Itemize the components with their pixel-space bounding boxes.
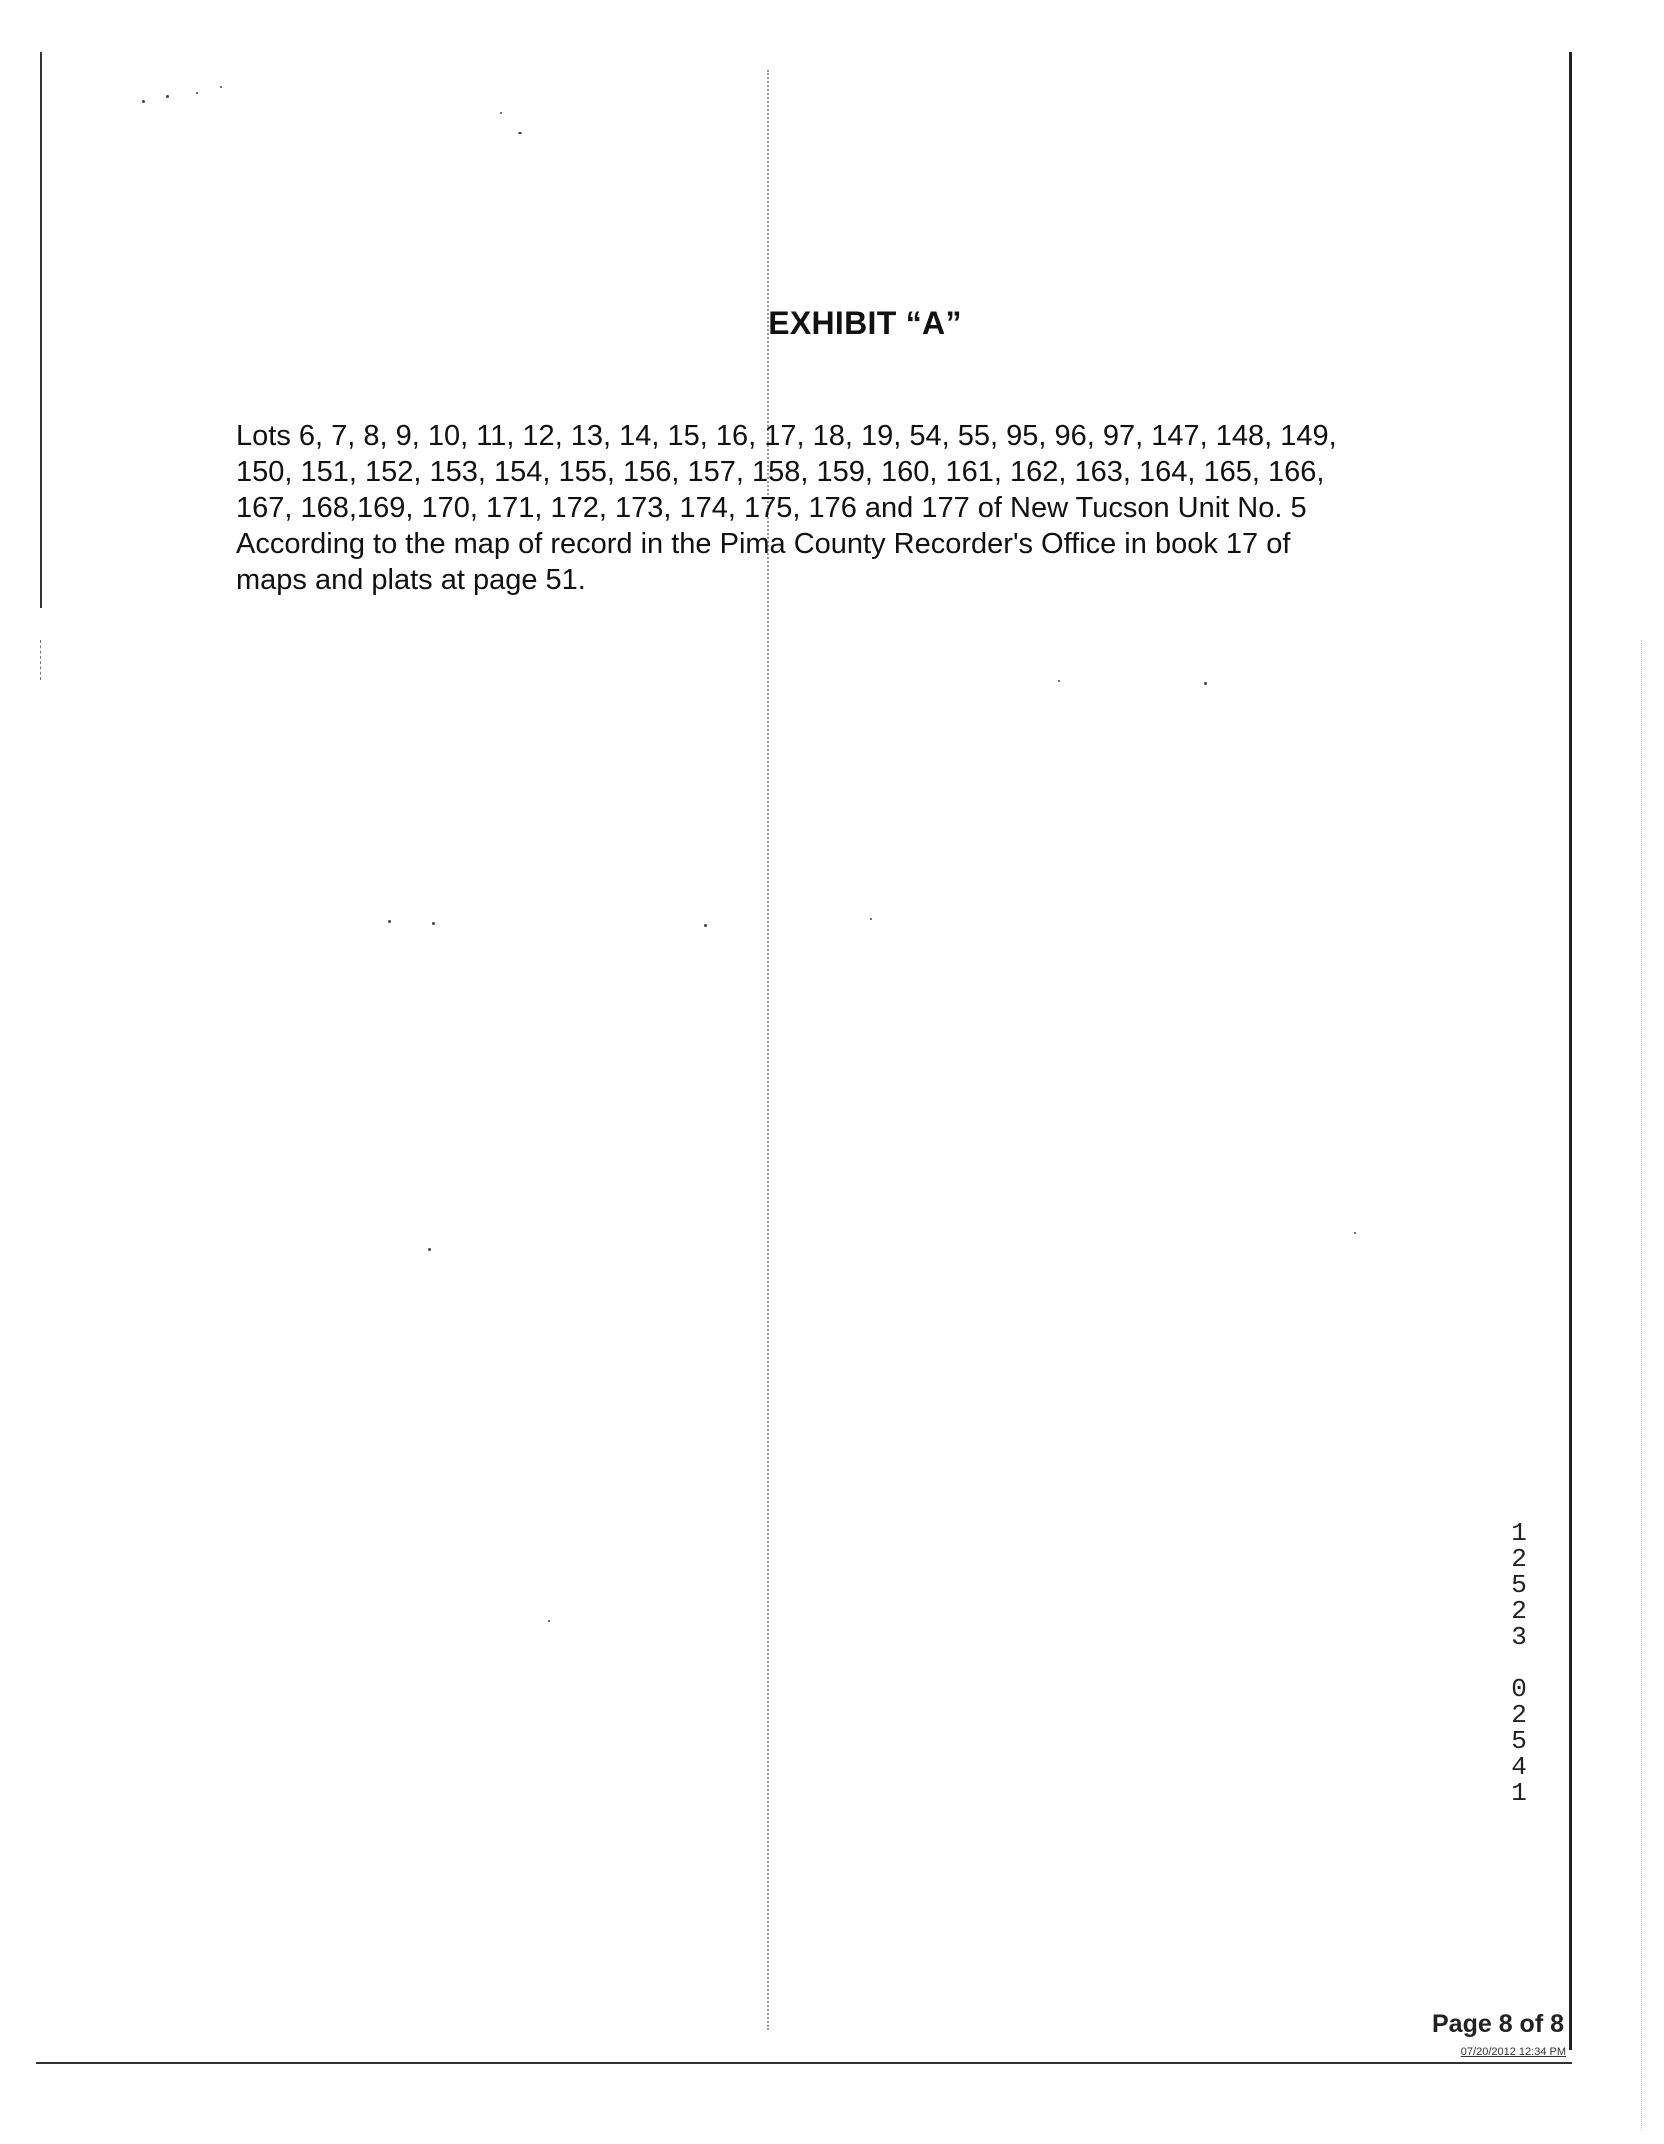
scan-speck bbox=[432, 922, 435, 925]
scan-speck bbox=[500, 112, 502, 114]
left-scan-border bbox=[40, 52, 42, 608]
scan-speck bbox=[548, 1620, 550, 1622]
scan-speck bbox=[196, 92, 198, 94]
scan-speck bbox=[518, 132, 522, 134]
scan-speck bbox=[388, 920, 391, 923]
legal-description bbox=[236, 418, 1406, 598]
scan-speck bbox=[1058, 680, 1060, 682]
scan-speck bbox=[704, 924, 707, 927]
recording-number-stamp: 12523 02541 bbox=[1504, 1518, 1534, 1804]
print-timestamp: 07/20/2012 12:34 PM bbox=[1460, 2046, 1566, 2058]
exhibit-title: EXHIBIT “A” bbox=[768, 305, 962, 341]
scan-speck bbox=[428, 1248, 431, 1251]
legal-description-line: Lots 6, 7, 8, 9, 10, 11, 12, 13, 14, 15, 16, 17, 18, 19, 54, 55, 95, 96, 97, 147, 148, 149, bbox=[236, 420, 1337, 452]
bottom-rule-line bbox=[36, 2062, 1572, 2064]
page-number: Page 8 of 8 bbox=[1432, 2010, 1564, 2038]
legal-description-line: 167, 168,169, 170, 171, 172, 173, 174, 175, 176 and 177 of New Tucson Unit No. 5 bbox=[236, 492, 1307, 524]
scan-speck bbox=[870, 918, 872, 920]
legal-description-line: maps and plats at page 51. bbox=[236, 564, 586, 596]
scan-speck bbox=[220, 86, 222, 88]
scan-speck bbox=[142, 100, 145, 103]
center-fold-line bbox=[767, 70, 769, 2030]
scan-speck bbox=[1354, 1232, 1356, 1234]
right-scan-border bbox=[1569, 52, 1572, 2050]
right-edge-shadow-line bbox=[1641, 640, 1642, 2130]
scan-speck bbox=[1204, 682, 1207, 685]
legal-description-line: According to the map of record in the Pima County Recorder's Office in book 17 of bbox=[236, 528, 1291, 560]
left-scan-border-fragment bbox=[40, 640, 41, 680]
legal-description-line: 150, 151, 152, 153, 154, 155, 156, 157, 158, 159, 160, 161, 162, 163, 164, 165, 166, bbox=[236, 456, 1325, 488]
scan-speck bbox=[166, 95, 169, 98]
